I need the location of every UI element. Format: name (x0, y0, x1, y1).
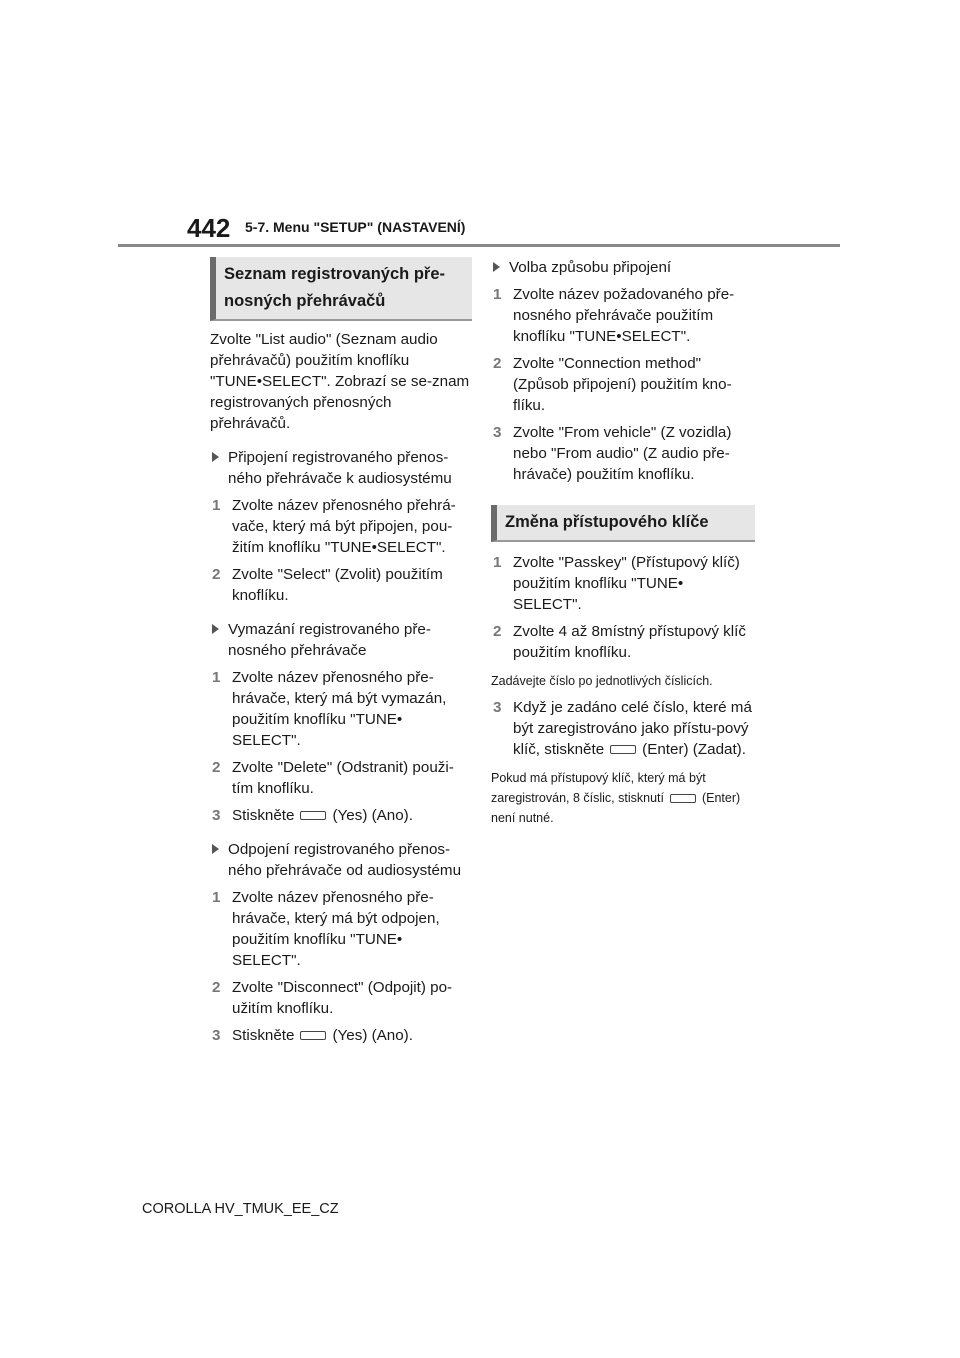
subheading-disconnect: Odpojení registrovaného přenos-ného přehrávače od audiosystému (210, 839, 472, 881)
step-number: 1 (493, 554, 502, 571)
step-number: 1 (212, 889, 221, 906)
subheading-delete: Vymazání registrovaného pře-nosného přehrávače (210, 619, 472, 661)
note-text: Zadávejte číslo po jednotlivých číslicích. (491, 674, 713, 688)
triangle-bullet-icon (212, 452, 219, 462)
step-number: 3 (212, 1027, 221, 1044)
note-text: Pokud má přístupový klíč, který má být zaregistrován, 8 číslic, stisknutí (Enter) není nutné. (491, 771, 741, 825)
step-number: 2 (212, 566, 221, 583)
step-item: 1 Zvolte název požadovaného pře-nosného přehrávače použitím knoflíku "TUNE•SELECT". (493, 286, 735, 345)
step-item: 1 Zvolte název přenosného pře-hrávače, který má být vymazán, použitím knoflíku "TUNE• SELECT". (212, 669, 447, 749)
header-rule (118, 244, 840, 247)
step-item: 2 Zvolte 4 až 8místný přístupový klíč použitím knoflíku. (493, 623, 746, 661)
section-title-registered-players: Seznam registrovaných pře- nosných přehrávačů (210, 257, 472, 321)
step-number: 3 (212, 807, 221, 824)
step-item: 3 Stiskněte (Yes) (Ano). (212, 807, 413, 824)
triangle-bullet-icon (212, 844, 219, 854)
enter-button-icon (670, 794, 696, 803)
step-item: 1 Zvolte název přenosného přehrá-vače, který má být připojen, pou-žitím knoflíku "TUNE•SELECT". (212, 497, 456, 556)
step-item: 1 Zvolte název přenosného pře-hrávače, který má být odpojen, použitím knoflíku "TUNE• SELECT". (212, 889, 440, 969)
step-number: 1 (493, 286, 502, 303)
step-number: 1 (212, 497, 221, 514)
chapter-title: 5-7. Menu "SETUP" (NASTAVENÍ) (245, 219, 466, 235)
left-column (210, 257, 472, 1046)
step-number: 2 (493, 623, 502, 640)
enter-button-icon (610, 745, 636, 754)
subheading-connection-method: Volba způsobu připojení (491, 257, 755, 278)
footer-model-code: COROLLA HV_TMUK_EE_CZ (142, 1201, 339, 1217)
step-item: 2 Zvolte "Disconnect" (Odpojit) po-užitím knoflíku. (212, 979, 453, 1017)
triangle-bullet-icon (493, 262, 500, 272)
right-column (491, 257, 755, 828)
intro-paragraph: Zvolte "List audio" (Seznam audio přehrávačů) použitím knoflíku "TUNE•SELECT". Zobrazí se se-znam registrovaných přenosných přehrávačů. (210, 331, 470, 432)
page-number: 442 (187, 213, 231, 243)
subheading-connect: Připojení registrovaného přenos-ného přehrávače k audiosystému (210, 447, 472, 489)
step-item: 2 Zvolte "Delete" (Odstranit) použi-tím knoflíku. (212, 759, 454, 797)
screen-button-icon (300, 1031, 326, 1040)
step-number: 2 (212, 979, 221, 996)
step-item: 1 Zvolte "Passkey" (Přístupový klíč) použitím knoflíku "TUNE• SELECT". (493, 554, 740, 613)
step-item: 3 Zvolte "From vehicle" (Z vozidla) nebo "From audio" (Z audio pře-hrávače) použitím knoflíku. (493, 424, 732, 483)
step-number: 1 (212, 669, 221, 686)
screen-button-icon (300, 811, 326, 820)
step-number: 3 (493, 699, 502, 716)
step-item: 3 Když je zadáno celé číslo, které má být zaregistrováno jako přístu-pový klíč, stiskněte (Enter) (Zadat). (493, 699, 752, 758)
section-title-passkey: Změna přístupového klíče (491, 505, 755, 542)
step-number: 3 (493, 424, 502, 441)
step-number: 2 (212, 759, 221, 776)
triangle-bullet-icon (212, 624, 219, 634)
step-number: 2 (493, 355, 502, 372)
step-item: 2 Zvolte "Connection method" (Způsob připojení) použitím kno-flíku. (493, 355, 732, 414)
step-item: 3 Stiskněte (Yes) (Ano). (212, 1027, 413, 1044)
step-item: 2 Zvolte "Select" (Zvolit) použitím knoflíku. (212, 566, 443, 604)
